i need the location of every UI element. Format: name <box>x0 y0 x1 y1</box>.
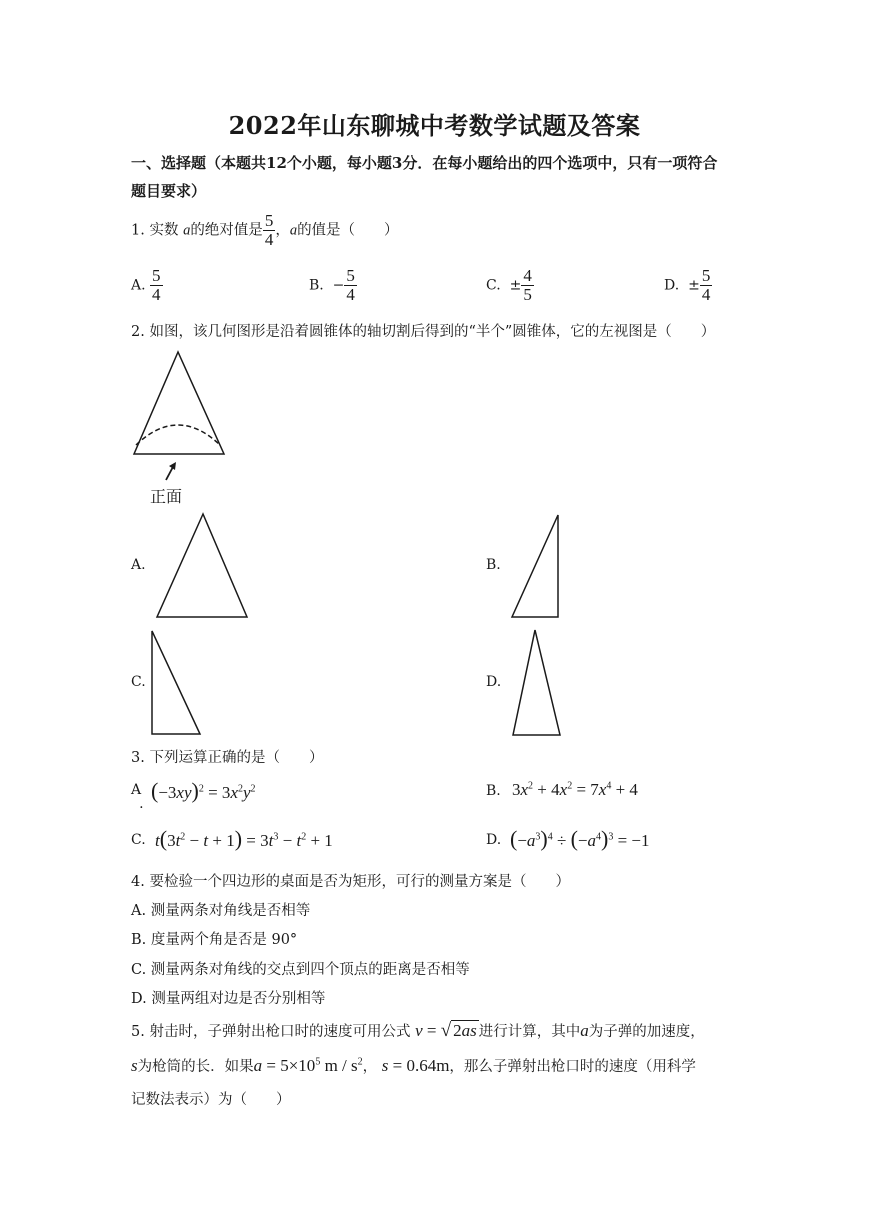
q2-option-a-label: A. <box>131 557 146 573</box>
q3-option-b-formula: $3x^2 + 4x^2 = 7x^4 + 4$ <box>512 780 638 799</box>
q2-option-c-triangle <box>152 631 200 734</box>
question-3: 3. 下列运算正确的是（ ） <box>131 750 324 766</box>
section-heading-line2: 题目要求） <box>131 182 207 200</box>
q1-fraction: $\frac{5}{4}$ <box>264 211 274 249</box>
q1-option-d: D. ± $\frac{5}{4}$ <box>664 266 711 304</box>
q2-option-b-label: B. <box>486 557 501 573</box>
page-title: 2022年山东聊城中考数学试题及答案 <box>228 111 641 140</box>
q2-option-d-label: D. <box>486 674 502 690</box>
q3-option-c-label: C. <box>131 832 146 848</box>
q3-option-a-label: A. <box>131 782 144 812</box>
q3-option-c-formula: $t(3t^2 - t + 1) = 3t^3 - t^2 + 1$ <box>155 826 333 851</box>
q1-option-c: C. ± $\frac{4}{5}$ <box>486 266 532 304</box>
question-5-line2: s为枪筒的长．如果$a = 5\times 10^5$ m / $s^2$， s = 0.64m，那么子弹射出枪口时的速度（用科学 <box>131 1056 696 1075</box>
q4-option-c: C. 测量两条对角线的交点到四个顶点的距离是否相等 <box>131 962 470 978</box>
question-5-line3: 记数法表示）为（ ） <box>131 1092 291 1108</box>
question-2: 2. 如图，该几何图形是沿着圆锥体的轴切割后得到的“半个”圆锥体，它的左视图是（ ） <box>131 324 716 340</box>
front-view-label: 正面 <box>150 487 183 506</box>
q2-option-b-triangle <box>512 515 558 617</box>
q5-acceleration-formula: $a = 5\times 10^5$ m / $s^2$ <box>253 1056 363 1075</box>
q3-option-a-formula: $(-3xy)^2 = 3x^2y^2$ <box>151 778 256 803</box>
q1-var-a: a <box>183 222 191 239</box>
q1-suffix: 的值是（ ） <box>297 222 399 239</box>
half-cone-figure <box>134 352 224 480</box>
question-5-line1: 5. 射击时，子弹射出枪口时的速度可用公式 v = √ 2as 进行计算，其中a为子弹的加速度， <box>131 1020 705 1041</box>
q4-option-a: A. 测量两条对角线是否相等 <box>131 903 311 919</box>
q1-prefix: 1. 实数 <box>131 222 179 239</box>
section-heading-line1: 一、选择题（本题共12个小题，每小题3分．在每小题给出的四个选项中，只有一项符合 <box>131 154 718 172</box>
q3-option-d-label: D. <box>486 832 502 848</box>
q4-option-b: B. 度量两个角是否是 90° <box>131 932 298 948</box>
q3-option-d-formula: $(-a^3)^4 \div (-a^4)^3 = -1$ <box>510 826 650 851</box>
q1-option-b: B. − $\frac{5}{4}$ <box>309 266 355 304</box>
q1-mid: 的绝对值是 <box>190 222 263 239</box>
q4-option-d: D. 测量两组对边是否分别相等 <box>131 991 326 1007</box>
q3-option-b-label: B. <box>486 783 501 799</box>
q1-option-a: A. $\frac{5}{4}$ <box>131 266 161 304</box>
question-1: 1. 实数 a的绝对值是 $\frac{5}{4}$ ，a的值是（ ） <box>131 211 399 249</box>
question-4: 4. 要检验一个四边形的桌面是否为矩形，可行的测量方案是（ ） <box>131 874 570 890</box>
q2-option-c-label: C. <box>131 674 146 690</box>
q2-option-d-triangle <box>513 630 560 735</box>
q5-length-formula: s = 0.64m <box>381 1056 450 1075</box>
q2-option-a-triangle <box>157 514 247 617</box>
q5-velocity-formula: v = √ 2as <box>415 1020 477 1041</box>
